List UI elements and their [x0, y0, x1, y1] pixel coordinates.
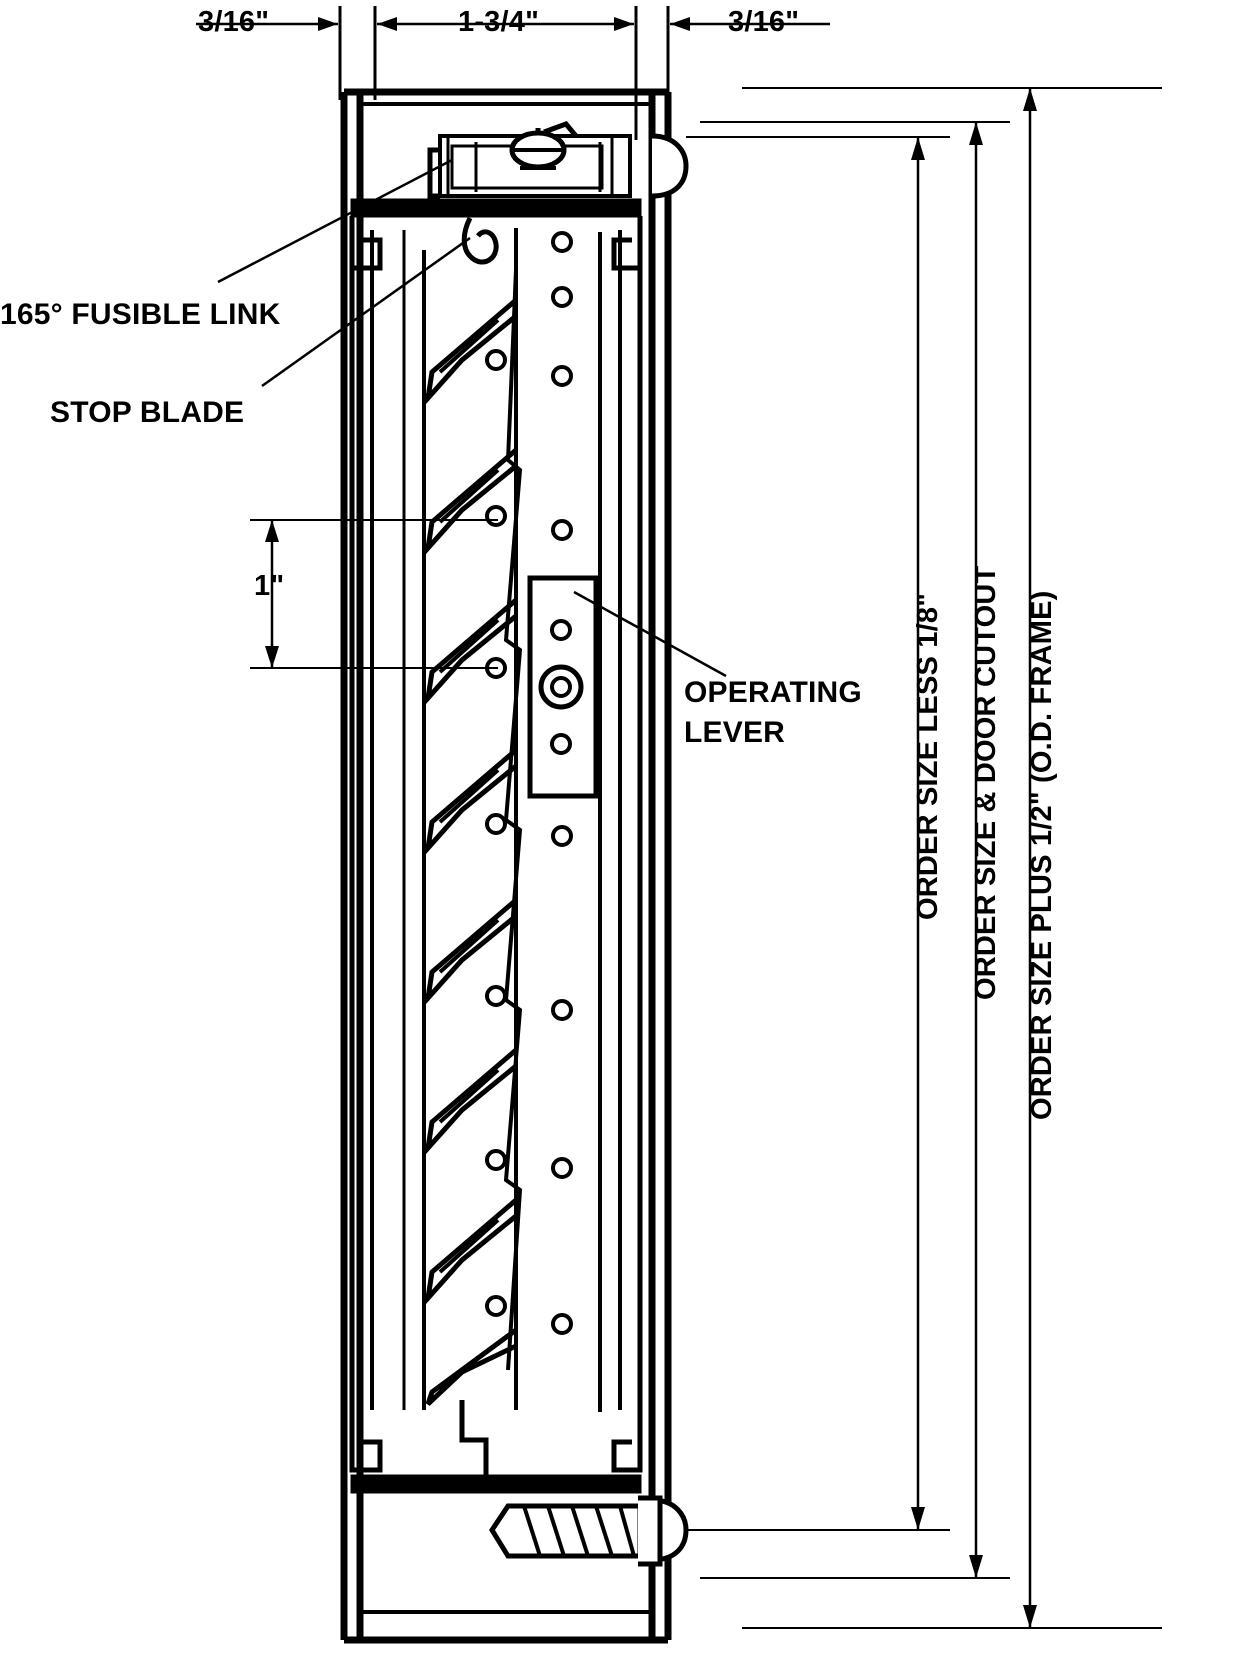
dimension-label-frame-depth: 1-3/4": [458, 6, 540, 38]
callout-stop-blade: STOP BLADE: [50, 396, 245, 429]
vertical-dimension-label-outer: ORDER SIZE PLUS 1/2" (O.D. FRAME): [1026, 590, 1058, 1120]
vertical-dimension-label-middle: ORDER SIZE & DOOR CUTOUT: [970, 565, 1002, 1000]
vertical-dimension-label-inner: ORDER SIZE LESS 1/8": [912, 592, 944, 920]
dimension-label-blade-spacing: 1": [254, 570, 285, 602]
callout-operating-lever-line1: OPERATING: [684, 676, 862, 709]
dimension-label-left-gap: 3/16": [198, 6, 270, 38]
dimension-label-right-gap: 3/16": [728, 6, 800, 38]
callout-fusible-link: 165° FUSIBLE LINK: [0, 298, 281, 331]
callout-operating-lever-line2: LEVER: [684, 716, 786, 749]
